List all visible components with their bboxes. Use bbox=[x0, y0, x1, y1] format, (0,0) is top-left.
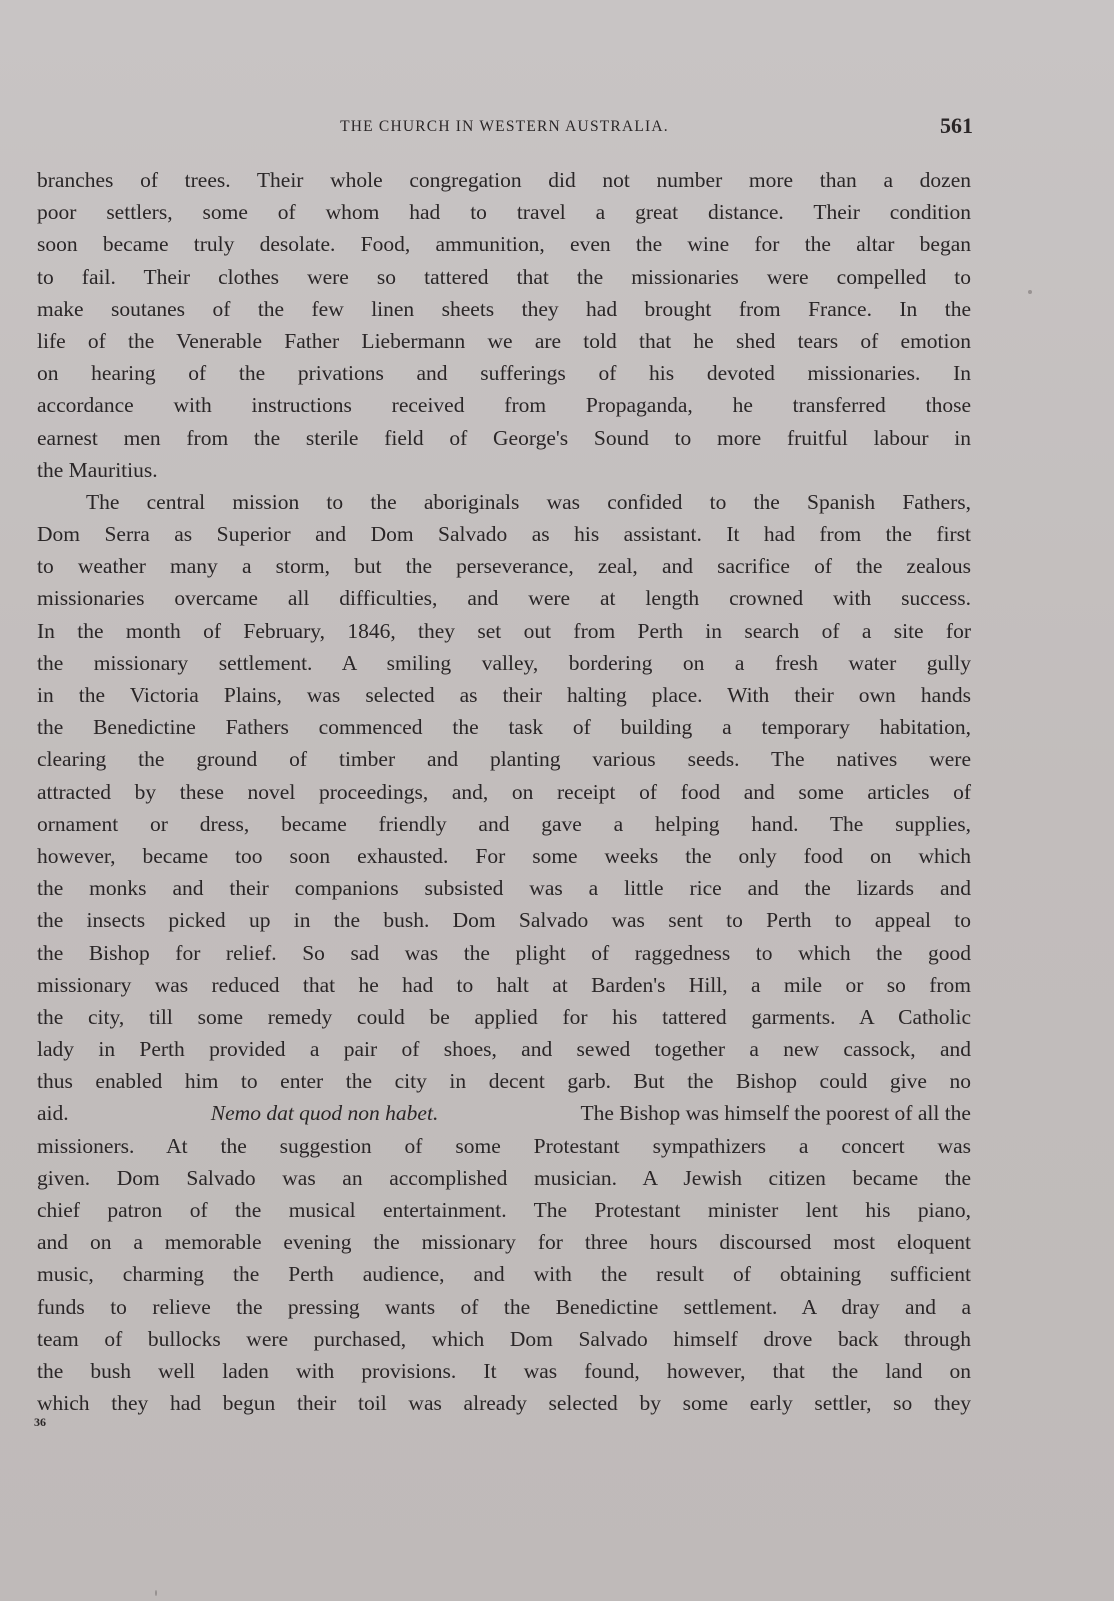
text-line: on hearing of the privations and sufferings of his devoted missionaries. In bbox=[37, 361, 971, 386]
text-line: to weather many a storm, but the perseverance, zeal, and sacrifice of the zealous bbox=[37, 554, 971, 579]
text-line: ornament or dress, became friendly and gave a helping hand. The supplies, bbox=[37, 811, 971, 836]
text-line: music, charming the Perth audience, and with the result of obtaining sufficient bbox=[37, 1262, 971, 1287]
text-line: the bush well laden with provisions. It was found, however, that the land on bbox=[37, 1358, 971, 1383]
text-line: lady in Perth provided a pair of shoes, and sewed together a new cassock, and bbox=[37, 1037, 971, 1062]
text-line: Dom Serra as Superior and Dom Salvado as his assistant. It had from the first bbox=[37, 522, 971, 547]
body-text bbox=[37, 164, 971, 1419]
text-line: clearing the ground of timber and planting various seeds. The natives were bbox=[37, 747, 971, 772]
text-line: make soutanes of the few linen sheets they had brought from France. In the bbox=[37, 296, 971, 321]
signature-mark: 36 bbox=[34, 1415, 46, 1429]
text-line: the city, till some remedy could be applied for his tattered garments. A Catholic bbox=[37, 1004, 971, 1029]
text-line: the insects picked up in the bush. Dom Salvado was sent to Perth to appeal to bbox=[37, 908, 971, 933]
text-line: attracted by these novel proceedings, and, on receipt of food and some articles of bbox=[37, 779, 971, 804]
text-line: branches of trees. Their whole congregation did not number more than a dozen bbox=[37, 168, 971, 192]
text-line-with-latin bbox=[37, 1097, 971, 1129]
text-line: chief patron of the musical entertainment. The Protestant minister lent his piano, bbox=[37, 1198, 971, 1222]
text-line: to fail. Their clothes were so tattered that the missionaries were compelled to bbox=[37, 264, 971, 289]
text-line: given. Dom Salvado was an accomplished musician. A Jewish citizen became the bbox=[37, 1165, 971, 1190]
running-title: THE CHURCH IN WESTERN AUSTRALIA. bbox=[340, 118, 669, 135]
page-number: 561 bbox=[940, 113, 973, 138]
text-line: missioners. At the suggestion of some Protestant sympathizers a concert was bbox=[37, 1133, 971, 1158]
text-line: the missionary settlement. A smiling valley, bordering on a fresh water gully bbox=[37, 650, 971, 675]
text-line: missionaries overcame all difficulties, and were at length crowned with success. bbox=[37, 586, 971, 611]
text-line: earnest men from the sterile field of George's Sound to more fruitful labour in bbox=[37, 425, 971, 450]
text-line: In the month of February, 1846, they set out from Perth in search of a site for bbox=[37, 618, 971, 643]
latin-phrase: Nemo dat quod non habet. bbox=[210, 1101, 439, 1126]
text-line: which they had begun their toil was already selected by some early settler, so they bbox=[37, 1391, 971, 1416]
text-line: the Bishop for relief. So sad was the plight of raggedness to which the good bbox=[37, 940, 971, 965]
paper-speck bbox=[155, 1590, 157, 1596]
text-line: thus enabled him to enter the city in decent garb. But the Bishop could give no bbox=[37, 1069, 971, 1094]
running-head bbox=[37, 110, 972, 140]
text-line: team of bullocks were purchased, which Dom Salvado himself drove back through bbox=[37, 1326, 971, 1351]
text-line: accordance with instructions received from Propaganda, he transferred those bbox=[37, 393, 971, 418]
text-line: the monks and their companions subsisted was a little rice and the lizards and bbox=[37, 876, 971, 901]
text-line: missionary was reduced that he had to halt at Barden's Hill, a mile or so from bbox=[37, 972, 971, 997]
text-line: The central mission to the aboriginals was confided to the Spanish Fathers, bbox=[86, 489, 971, 514]
text-fragment: aid. bbox=[37, 1101, 69, 1126]
text-line: poor settlers, some of whom had to travel a great distance. Their condition bbox=[37, 200, 971, 225]
text-line: life of the Venerable Father Liebermann we are told that he shed tears of emotion bbox=[37, 328, 971, 353]
text-line: soon became truly desolate. Food, ammunition, even the wine for the altar began bbox=[37, 232, 971, 257]
text-line: the Mauritius. bbox=[37, 457, 158, 482]
text-line: and on a memorable evening the missionary for three hours discoursed most eloquent bbox=[37, 1230, 971, 1255]
text-line: however, became too soon exhausted. For some weeks the only food on which bbox=[37, 843, 971, 868]
text-line: the Benedictine Fathers commenced the task of building a temporary habitation, bbox=[37, 715, 971, 740]
text-fragment: The Bishop was himself the poorest of all the bbox=[580, 1101, 971, 1126]
paper-speck bbox=[1028, 290, 1032, 294]
text-line: funds to relieve the pressing wants of the Benedictine settlement. A dray and a bbox=[37, 1294, 971, 1319]
text-line: in the Victoria Plains, was selected as their halting place. With their own hands bbox=[37, 683, 971, 707]
